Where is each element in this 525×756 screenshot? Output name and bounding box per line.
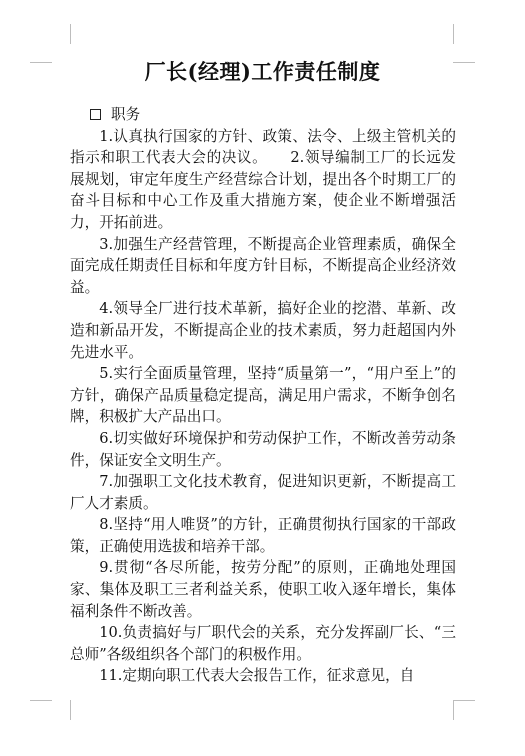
page-title: 厂长(经理)工作责任制度: [144, 59, 381, 84]
paragraph: 5.实行全面质量管理，坚持“质量第一”，“用户至上”的方针，确保产品质量稳定提高，满足用户需求，不断争创名牌，积极扩大产品出口。: [70, 365, 456, 426]
paragraph: 3.加强生产经营管理，不断提高企业管理素质，确保全面完成任期责任目标和年度方针目标，不断提高企业经济效益。: [70, 235, 456, 296]
paragraph: 8.坚持“用人唯贤”的方针，正确贯彻执行国家的干部政策，正确使用选拔和培养干部。: [70, 516, 456, 555]
document-body: [70, 104, 456, 687]
checkbox-icon: [90, 109, 101, 120]
paragraph: 9.贯彻“各尽所能，按劳分配”的原则，正确地处理国家、集体及职工三者利益关系，使职工收入逐年增长，集体福利条件不断改善。: [70, 559, 456, 620]
paragraph: 10.负责搞好与厂职代会的关系，充分发挥副厂长、“三总师”各级组织各个部门的积极作用。: [70, 624, 456, 663]
paragraph: 6.切实做好环境保护和劳动保护工作，不断改善劳动条件，保证安全文明生产。: [70, 429, 456, 469]
section-label: 职务: [111, 106, 141, 123]
paragraph: 1.认真执行国家的方针、政策、法令、上级主管机关的指示和职工代表大会的决议。 2.领导编制工厂的长远发展规划，审定年度生产经营综合计划，提出各个时期工厂的奋斗目标和中心工作及重大措施方案，使企业不断增强活力，开拓前进。: [70, 127, 456, 231]
paragraph: 11.定期向职工代表大会报告工作，征求意见，自: [99, 667, 415, 685]
paragraph: 7.加强职工文化技术教育，促进知识更新，不断提高工厂人才素质。: [70, 473, 456, 512]
section-heading: [70, 104, 456, 126]
paragraph: 4.领导全厂进行技术革新，搞好企业的挖潜、革新、改造和新品开发，不断提高企业的技术素质，努力赶超国内外先进水平。: [70, 300, 456, 361]
